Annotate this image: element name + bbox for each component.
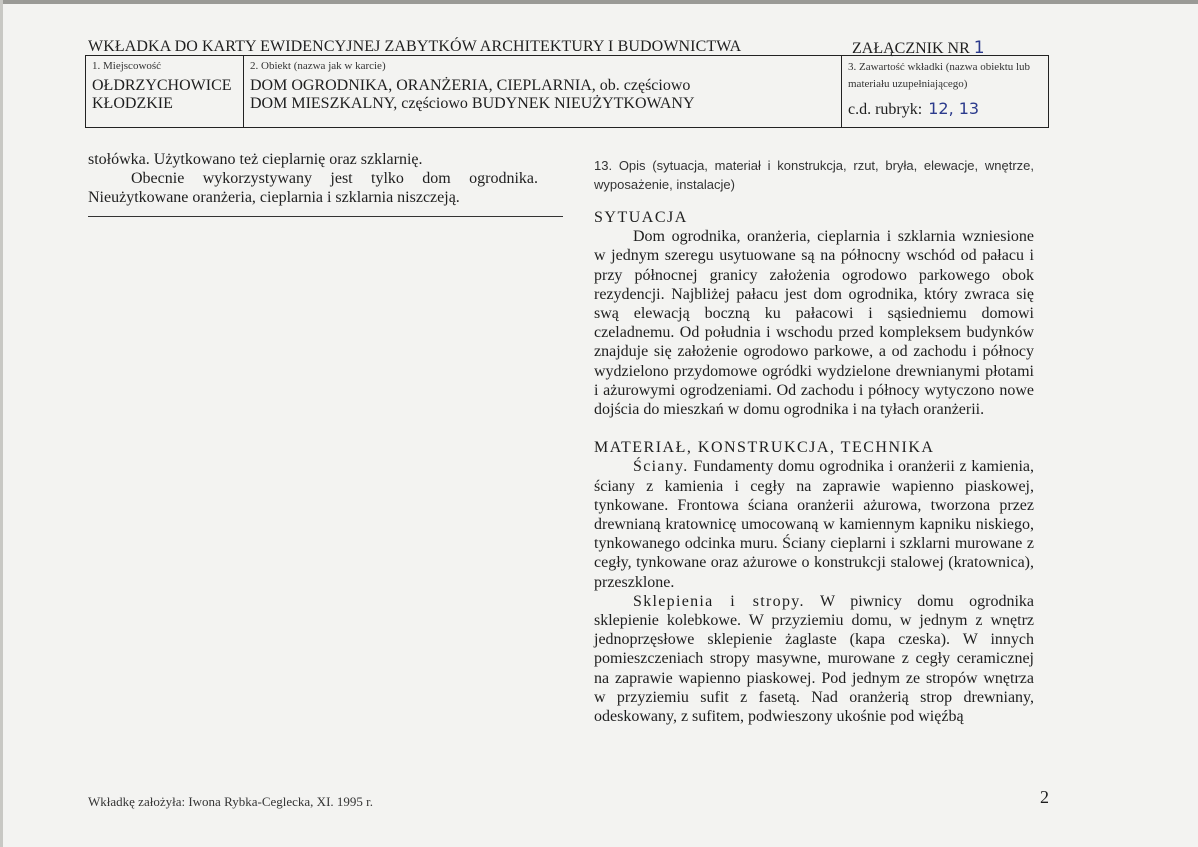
- footer-author: Wkładkę założyła: Iwona Rybka-Ceglecka, XI. 1995 r.: [88, 794, 374, 809]
- object-label: 2. Obiekt (nazwa jak w karcie): [250, 60, 386, 72]
- contents-value: [848, 100, 979, 119]
- header-table: [85, 55, 1049, 128]
- form-title: WKŁADKA DO KARTY EWIDENCYJNEJ ZABYTKÓW ARCHITEKTURY I BUDOWNICTWA: [88, 38, 742, 55]
- left-paragraph-2: Obecnie wykorzystywany jest tylko dom ogrodnika. Nieużytkowane oranżeria, cieplarnia i szklarnia niszczeją.: [88, 170, 538, 206]
- walls-text: Fundamenty domu ogrodnika i oranżerii z kamienia, ściany z kamienia i cegły na zaprawie wapienno piaskowej, tynkowane. Frontowa ściana oranżerii ażurowa, tworzona przez drewnianą kratownicę umocowaną w kamiennym kapniku niskiego, tynkowanego odcinka muru. Ściany cieplarni i szklarni murowane z cegły, tynkowane oraz ażurowe o konstrukcji stalowej (kratownica), przeszklone.: [594, 458, 1034, 591]
- location-label: 1. Miejscowość: [92, 60, 162, 72]
- scan-top-edge: [0, 0, 1198, 4]
- scan-left-edge: [0, 0, 3, 847]
- page-number: 2: [1040, 787, 1049, 807]
- object-value: [250, 77, 695, 113]
- situation-paragraph: Dom ogrodnika, oranżeria, cieplarnia i szklarnia wzniesione w jednym szeregu usytuowane są na północny wschód od pałacu i przy północnej granicy założenia ogrodowo parkowego obok rezydencji. Najbliżej pałacu jest dom ogrodnika, który zwraca się swą elewacją boczną ku pałacowi i sąsiedniemu domowi czeladnemu. Od południa i wschodu przed kompleksem budynków znajduje się założenie ogrodowo parkowe, a od zachodu i północy wydzielono przydomowe ogródki wydzielone drewnianymi płotami i ażurowymi ogrodzeniami. Od zachodu i północy wytyczono nowe dojścia do mieszkań w domu ogrodnika i na tyłach oranżerii.: [594, 228, 1034, 419]
- location-value: [92, 77, 232, 113]
- vaults-text: W piwnicy domu ogrodnika sklepienie kolebkowe. W przyziemiu domu, w jednym z wnętrz jednoprzęsłowe sklepienie żaglaste (kapa czeska). W innych pomieszczeniach stropy masywne, murowane z cegły ceramicznej na zaprawie wapienno piaskowej. Pod jednym ze stropów wnętrza w przyziemiu sufit z fasetą. Nad oranżerią strop drewniany, odeskowany, z sufitem, podwieszony ukośnie pod więźbą: [594, 592, 1034, 726]
- annex-number: 1: [973, 38, 985, 58]
- contents-label: 3. Zawartość wkładki (nazwa obiektu lub materiału uzupełniającego): [848, 61, 1031, 90]
- location-cell: [86, 56, 244, 127]
- heading-situation: SYTUACJA: [594, 209, 688, 226]
- contents-cell: [842, 56, 1048, 127]
- vaults-paragraph: [594, 592, 1034, 726]
- heading-material: MATERIAŁ, KONSTRUKCJA, TECHNIKA: [594, 439, 935, 457]
- walls-paragraph: [594, 457, 1034, 591]
- section-13-label: 13. Opis (sytuacja, materiał i konstrukcja, rzut, bryła, elewacje, wnętrze, wyposażenie, instalacje): [594, 158, 1034, 192]
- walls-label: Ściany.: [633, 458, 689, 476]
- vaults-label: Sklepienia i stropy.: [633, 592, 805, 610]
- location-line-1: OŁDRZYCHOWICE: [92, 77, 232, 94]
- contents-value-text: c.d. rubryk:: [848, 101, 923, 118]
- left-divider: [88, 216, 563, 217]
- handwritten-section-numbers: 12, 13: [928, 99, 980, 118]
- object-line-2: DOM MIESZKALNY, częściowo BUDYNEK NIEUŻYTKOWANY: [250, 95, 695, 112]
- object-cell: [244, 56, 842, 127]
- location-line-2: KŁODZKIE: [92, 95, 173, 112]
- left-column: [88, 150, 538, 207]
- right-column: [594, 156, 1034, 726]
- object-line-1: DOM OGRODNIKA, ORANŻERIA, CIEPLARNIA, ob. częściowo: [250, 77, 691, 94]
- left-paragraph-1: stołówka. Użytkowano też cieplarnię oraz szklarnię.: [88, 151, 423, 168]
- annex-label-text: ZAŁĄCZNIK NR: [852, 40, 970, 57]
